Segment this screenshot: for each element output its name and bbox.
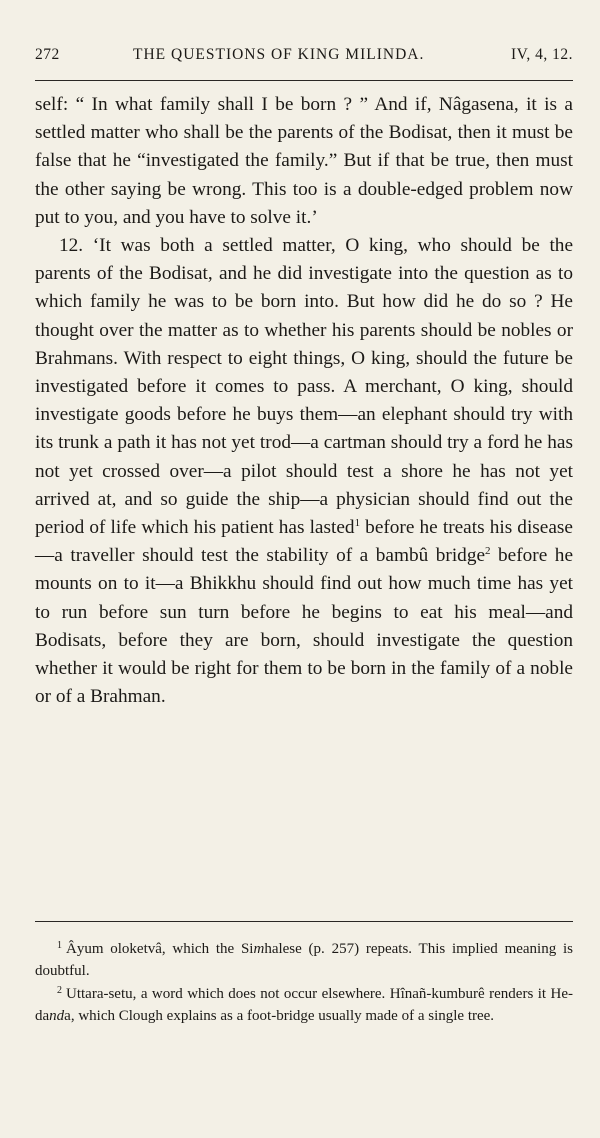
running-title: THE QUESTIONS OF KING MILINDA. <box>133 46 425 63</box>
footnote-2-text-a: Uttara-setu, a word which does not occur elsewhere. Hînañ-kumburê renders it He-da <box>35 985 573 1024</box>
paragraph-continued: self: “ In what family shall I be born ? ” And if, Nâgasena, it is a settled matter who shall be the parents of the Bodisat, then it must be false that he “investigated the family.” But if that be true, then must the other saying be wrong. This too is a double-edged problem now put to you, and you have to solve it.’ <box>35 94 573 228</box>
footnote-2-italic: nd <box>49 1007 65 1024</box>
page-number: 272 <box>35 46 60 63</box>
paragraph-12 <box>35 232 573 711</box>
footnote-1-mark: 1 <box>57 940 62 951</box>
footnote-1-text-a: Âyum oloketvâ, which the Si <box>66 941 254 957</box>
footnote-reference-1[interactable]: 1 <box>354 517 361 530</box>
footnote-reference-2[interactable]: 2 <box>485 545 491 558</box>
footnotes <box>35 938 573 1027</box>
footnote-2-text-b: a, which Clough explains as a foot-bridge usually made of a single tree. <box>64 1007 495 1024</box>
footnote-1-italic: m <box>253 941 265 957</box>
footnote-1 <box>35 938 573 983</box>
running-header <box>35 46 573 70</box>
footnote-1-text-b: halese (p. 257) repeats. This implied meaning is doubtful. <box>35 941 573 980</box>
paragraph-12-part-b: before he treats his disease—a traveller should test the stability of a bambû bridge <box>35 517 573 567</box>
main-text <box>35 91 573 711</box>
paragraph-12-part-a: 12. ‘It was both a settled matter, O king, who should be the parents of the Bodisat, and he did investigate into the question as to which family he was to be born into. But how did he do so ? He thought over the matter as to whether his parents should be nobles or Brahmans. With respect to eight things, O king, should the future be investigated before it comes to pass. A merchant, O king, should investigate goods before he buys them—an elephant should try with its trunk a path it has not yet trod—a cartman should try a ford he has not yet crossed over—a pilot should test a shore he has not yet arrived at, and so guide the ship—a physician should find out the period of life which his patient has lasted <box>35 235 573 539</box>
footnote-rule <box>35 921 573 922</box>
footnote-2 <box>35 983 573 1028</box>
paragraph-12-part-c: before he mounts on to it—a Bhikkhu should find out how much time has yet to run before sun turn before he begins to eat his meal—and Bodisats, before they are born, should investigate the question whether it would be right for them to be born in the family of a noble or of a Brahman. <box>35 545 573 708</box>
section-reference: IV, 4, 12. <box>511 46 573 63</box>
footnote-2-mark: 2 <box>57 984 62 996</box>
header-rule <box>35 80 573 81</box>
